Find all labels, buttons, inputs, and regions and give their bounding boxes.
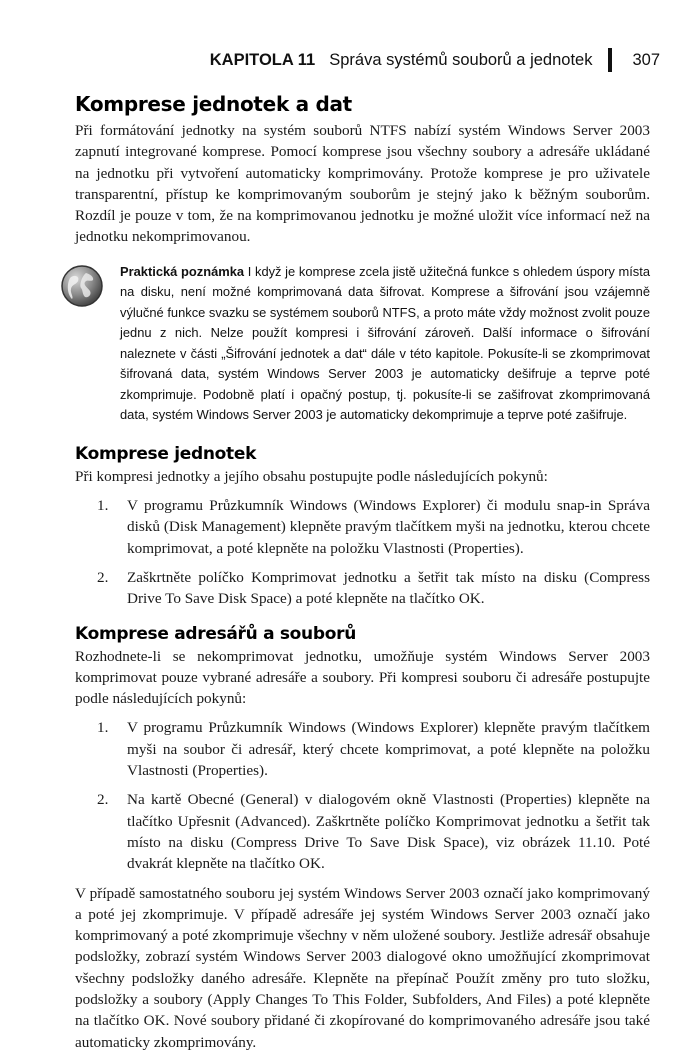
globe-icon: [60, 264, 104, 308]
section-title-folders: Komprese adresářů a souborů: [75, 623, 356, 644]
page-number: 307: [632, 50, 660, 69]
section-drives-intro: Při kompresi jednotky a jejího obsahu postupujte podle následujících pokynů:: [75, 467, 548, 485]
step-text: V programu Průzkumník Windows (Windows Explorer) či modulu snap-in Správa disků (Disk Management) klepněte pravým tlačítkem myši na jednotku, kterou chcete komprimovat, a poté klepněte na položku Vlastnosti (Properties).: [127, 497, 650, 557]
folders-steps-list: [75, 717, 650, 874]
note-label: Praktická poznámka: [120, 263, 245, 279]
running-header: [0, 48, 660, 72]
step-number: 1.: [97, 497, 109, 515]
page-content: [75, 92, 650, 1053]
step-number: 2.: [97, 791, 109, 809]
list-item: [75, 567, 650, 610]
practical-note: [75, 262, 650, 426]
note-body: I když je komprese zcela jistě užitečná funkce s ohledem úspory místa na disku, není možné komprimovaná data šifrovat. Komprese a šifrování jsou vzájemně výlučné funkce svazku se systémem souborů NTFS, a proto máte vždy možnost zvolit pouze jednu z nich. Nelze použít kompresi i šifrování zároveň. Další informace o šifrování naleznete v části „Šifrování jednotek a dat“ dále v této kapitole. Pokusíte-li se zkomprimovat šifrovaná data, systém Windows Server 2003 je automaticky dešifruje a teprve poté zkomprimuje. Podobně platí i opačný postup, tj. pokusíte-li se zašifrovat zkomprimovaná data, systém Windows Server 2003 je automaticky dekomprimuje a teprve poté zašifruje.: [120, 263, 651, 423]
note-text: [120, 262, 650, 426]
list-item: [75, 495, 650, 559]
section-title-main: Komprese jednotek a dat: [75, 92, 352, 116]
step-text: V programu Průzkumník Windows (Windows Explorer) klepněte pravým tlačítkem myši na soubor či adresář, který chcete komprimovat, a poté klepněte na položku Vlastnosti (Properties).: [127, 719, 650, 780]
section-main-paragraph: Při formátování jednotky na systém souborů NTFS nabízí systém Windows Server 2003 zapnutí integrované komprese. Pomocí komprese jsou všechny soubory a adresáře ukládané na jednotku při vytvoření automaticky komprimovány. Protože komprese je pro uživatele transparentní, přístup ke komprimovaným souborům je stejný jako k běžným souborům. Rozdíl je pouze v tom, že na komprimovanou jednotku je možné uložit více informací než na jednotku nekomprimovanou.: [75, 122, 650, 246]
step-text: Zaškrtněte políčko Komprimovat jednotku a šetřit tak místo na disku (Compress Drive To Save Disk Space) a poté klepněte na tlačítko OK.: [127, 568, 650, 608]
section-title-drives: Komprese jednotek: [75, 443, 257, 464]
step-number: 1.: [97, 719, 109, 737]
chapter-title: Správa systémů souborů a jednotek: [329, 50, 593, 69]
section-folders-intro: Rozhodnete-li se nekomprimovat jednotku, umožňuje systém Windows Server 2003 komprimovat pouze vybrané adresáře a soubory. Při kompresi souboru či adresáře postupujte podle následujících pokynů:: [75, 647, 650, 708]
chapter-label: KAPITOLA 11: [209, 50, 316, 69]
list-item: [75, 717, 650, 781]
section-folders-closing: V případě samostatného souboru jej systém Windows Server 2003 označí jako komprimovaný a poté jej zkomprimuje. V případě adresáře jej systém Windows Server 2003 označí jako komprimovaný a poté zkomprimuje všechny v něm uložené soubory. Jestliže adresář obsahuje podsložky, zobrazí systém Windows Server 2003 dialogové okno umožňující zkomprimovat všechny podsložky daného adresáře. Klepněte na přepínač Použít změny pro tuto složku, podsložky a soubory (Apply Changes To This Folder, Subfolders, And Files) a poté klepněte na tlačítko OK. Nové soubory přidané či zkopírované do komprimovaného adresáře jsou také automaticky zkomprimovány.: [75, 884, 650, 1051]
header-divider: [608, 48, 612, 72]
step-number: 2.: [97, 568, 109, 586]
list-item: [75, 789, 650, 874]
drives-steps-list: [75, 495, 650, 609]
step-text: Na kartě Obecné (General) v dialogovém okně Vlastnosti (Properties) klepněte na tlačítko Upřesnit (Advanced). Zaškrtněte políčko Komprimovat jednotku a šetřit tak místo na disku (Compress Drive To Save Disk Space), viz obrázek 11.10. Poté dvakrát klepněte na tlačítko OK.: [127, 791, 650, 873]
